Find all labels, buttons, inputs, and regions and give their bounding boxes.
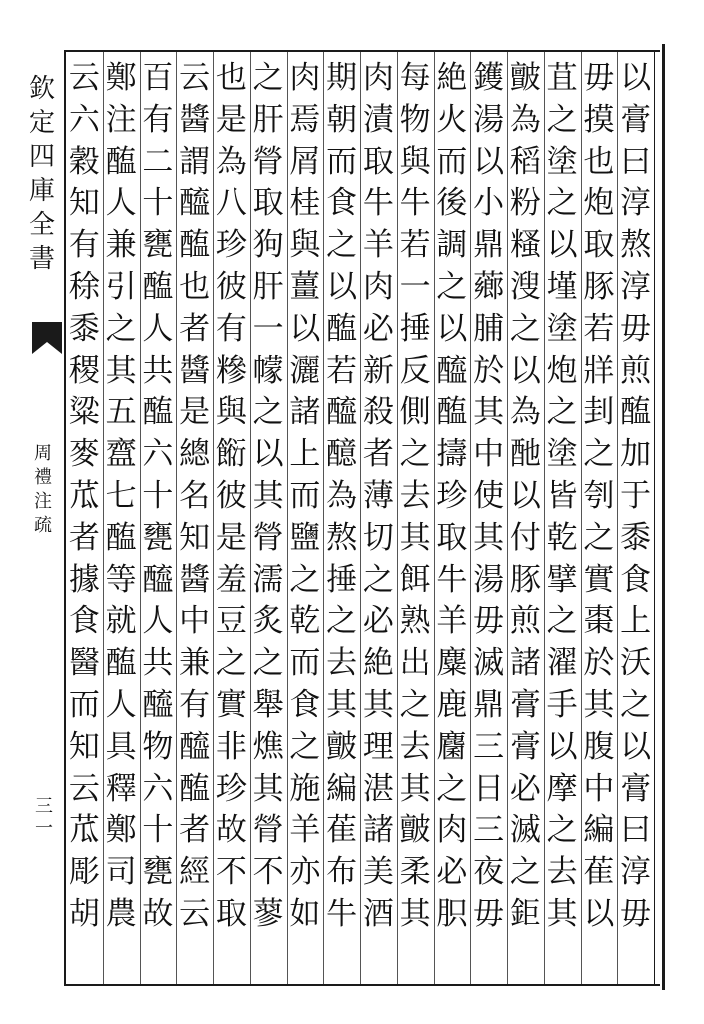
text-column-6: 絶 火 而 後 調 之 以 醯 醢 擣 珍 取 牛 羊 麋 鹿 麕 之 肉 必 胑 [436,60,468,932]
column-rule [250,52,251,984]
margin-book-title: 欽 定 四 庫 全 書 [28,74,55,274]
text-column-14: 百 有 二 十 甕 醢 人 共 醢 六 十 甕 醯 人 共 醯 物 六 十 甕 故 [142,60,174,932]
column-rule [176,52,177,984]
margin-page-number: 三 一 [35,796,53,839]
column-rule [103,52,104,984]
text-column-15: 鄭 注 醢 人 兼 引 之 其 五 齍 七 醢 等 就 醢 人 具 釋 鄭 司 農 [105,60,137,932]
margin-section-title: 周 禮 注 疏 [34,443,52,536]
text-column-16: 云 六 穀 知 有 稌 黍 稷 粱 麥 苽 者 據 食 醫 而 知 云 苽 彫 胡 [68,60,100,932]
column-rule [140,52,141,984]
column-rule [544,52,545,984]
frame-bottom-border [64,984,660,986]
text-column-13: 云 醬 謂 醯 醢 也 者 醬 是 總 名 知 醬 中 兼 有 醯 醢 者 經 云 [179,60,211,932]
fish-tail-mark-icon [30,318,64,358]
text-column-8: 肉 漬 取 牛 羊 肉 必 新 殺 者 薄 切 之 必 絶 其 理 湛 諸 美 酒 [362,60,394,932]
text-column-1: 以 膏 曰 淳 熬 淳 毋 煎 醢 加 于 黍 食 上 沃 之 以 膏 曰 淳 毋 [620,60,652,932]
column-rule [470,52,471,984]
column-rule [323,52,324,984]
column-rule [287,52,288,984]
text-column-11: 之 肝 膋 取 狗 肝 一 幪 之 以 其 膋 濡 炙 之 舉 燋 其 膋 不 蓼 [252,60,284,932]
column-rule [397,52,398,984]
column-rule [360,52,361,984]
column-rule [581,52,582,984]
text-column-5: 鑊 湯 以 小 鼎 薌 脯 於 其 中 使 其 湯 毋 滅 鼎 三 日 三 夜 毋 [473,60,505,932]
column-rule [213,52,214,984]
text-column-10: 肉 焉 屑 桂 與 薑 以 灑 諸 上 而 鹽 之 乾 而 食 之 施 羊 亦 如 [289,60,321,932]
column-rule [507,52,508,984]
text-column-4: 皽 為 稻 粉 糔 溲 之 以 為 酏 以 付 豚 煎 諸 膏 膏 必 滅 之 鉅 [509,60,541,932]
frame-right-border-inner [654,50,655,986]
text-column-12: 也 是 為 八 珍 彼 有 糝 與 餰 彼 是 羞 豆 之 實 非 珍 故 不 取 [215,60,247,932]
column-rule [434,52,435,984]
column-rule [617,52,618,984]
text-column-9: 期 朝 而 食 之 以 醢 若 醯 醷 為 熬 捶 之 去 其 皽 編 萑 布 牛 [326,60,358,932]
frame-top-border [64,50,660,52]
text-column-7: 每 物 與 牛 若 一 捶 反 側 之 去 其 餌 熟 出 之 去 其 皽 柔 其 [399,60,431,932]
frame-right-border-outer [662,44,665,990]
text-column-3: 苴 之 塗 之 以 墐 塗 炮 之 塗 皆 乾 擘 之 濯 手 以 摩 之 去 其 [546,60,578,932]
text-column-2: 毋 摸 也 炮 取 豚 若 牂 刲 之 刳 之 實 棗 於 其 腹 中 編 萑 以 [583,60,615,932]
